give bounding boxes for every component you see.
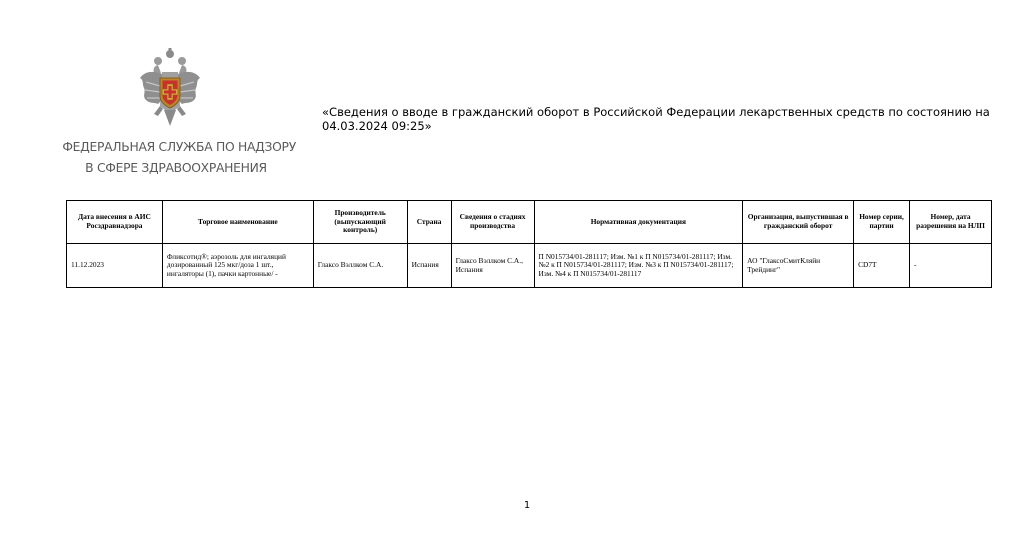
cell-trade-name: Фликсотид®; аэрозоль для ингаляций дозированный 125 мкг/доза 1 шт., ингаляторы (1), пачки картонные/ - xyxy=(162,244,313,288)
cell-normative-docs: П N015734/01-281117; Изм. №1 к П N015734/01-281117; Изм. №2 к П N015734/01-281117; Изм. №3 к П N015734/01-281117; Изм. №4 к П N015734/01-281117 xyxy=(534,244,743,288)
cell-organization: АО "ГлаксоСмитКляйн Трейдинг" xyxy=(743,244,854,288)
table-row xyxy=(67,244,992,288)
column-header-manufacturer: Производитель (выпускающий контроль) xyxy=(313,201,407,244)
cell-permit: - xyxy=(910,244,992,288)
agency-emblem-icon xyxy=(138,48,202,130)
column-header-trade-name: Торговое наименование xyxy=(162,201,313,244)
cell-date: 11.12.2023 xyxy=(67,244,163,288)
agency-name-line2: В СФЕРЕ ЗДРАВООХРАНЕНИЯ xyxy=(85,160,267,175)
cell-country: Испания xyxy=(407,244,451,288)
column-header-date: Дата внесения в АИС Росздравнадзора xyxy=(67,201,163,244)
report-title: «Сведения о вводе в гражданский оборот в Российской Федерации лекарственных средств по состоянию на 04.03.2024 09:25» xyxy=(322,105,990,133)
agency-name-line1: ФЕДЕРАЛЬНАЯ СЛУЖБА ПО НАДЗОРУ xyxy=(62,139,296,154)
column-header-country: Страна xyxy=(407,201,451,244)
column-header-normative-docs: Нормативная документация xyxy=(534,201,743,244)
column-header-stages: Сведения о стадиях производства xyxy=(451,201,534,244)
table-header-row xyxy=(67,201,992,244)
cell-batch: CD7T xyxy=(854,244,910,288)
registry-table xyxy=(66,200,992,288)
cell-manufacturer: Глаксо Вэллком С.А. xyxy=(313,244,407,288)
page-number: 1 xyxy=(523,500,531,511)
agency-name xyxy=(60,136,296,178)
column-header-organization: Организация, выпустившая в гражданский оборот xyxy=(743,201,854,244)
cell-stages: Глаксо Вэллком С.А., Испания xyxy=(451,244,534,288)
column-header-permit: Номер, дата разрешения на НЛП xyxy=(910,201,992,244)
column-header-batch: Номер серии, партии xyxy=(854,201,910,244)
